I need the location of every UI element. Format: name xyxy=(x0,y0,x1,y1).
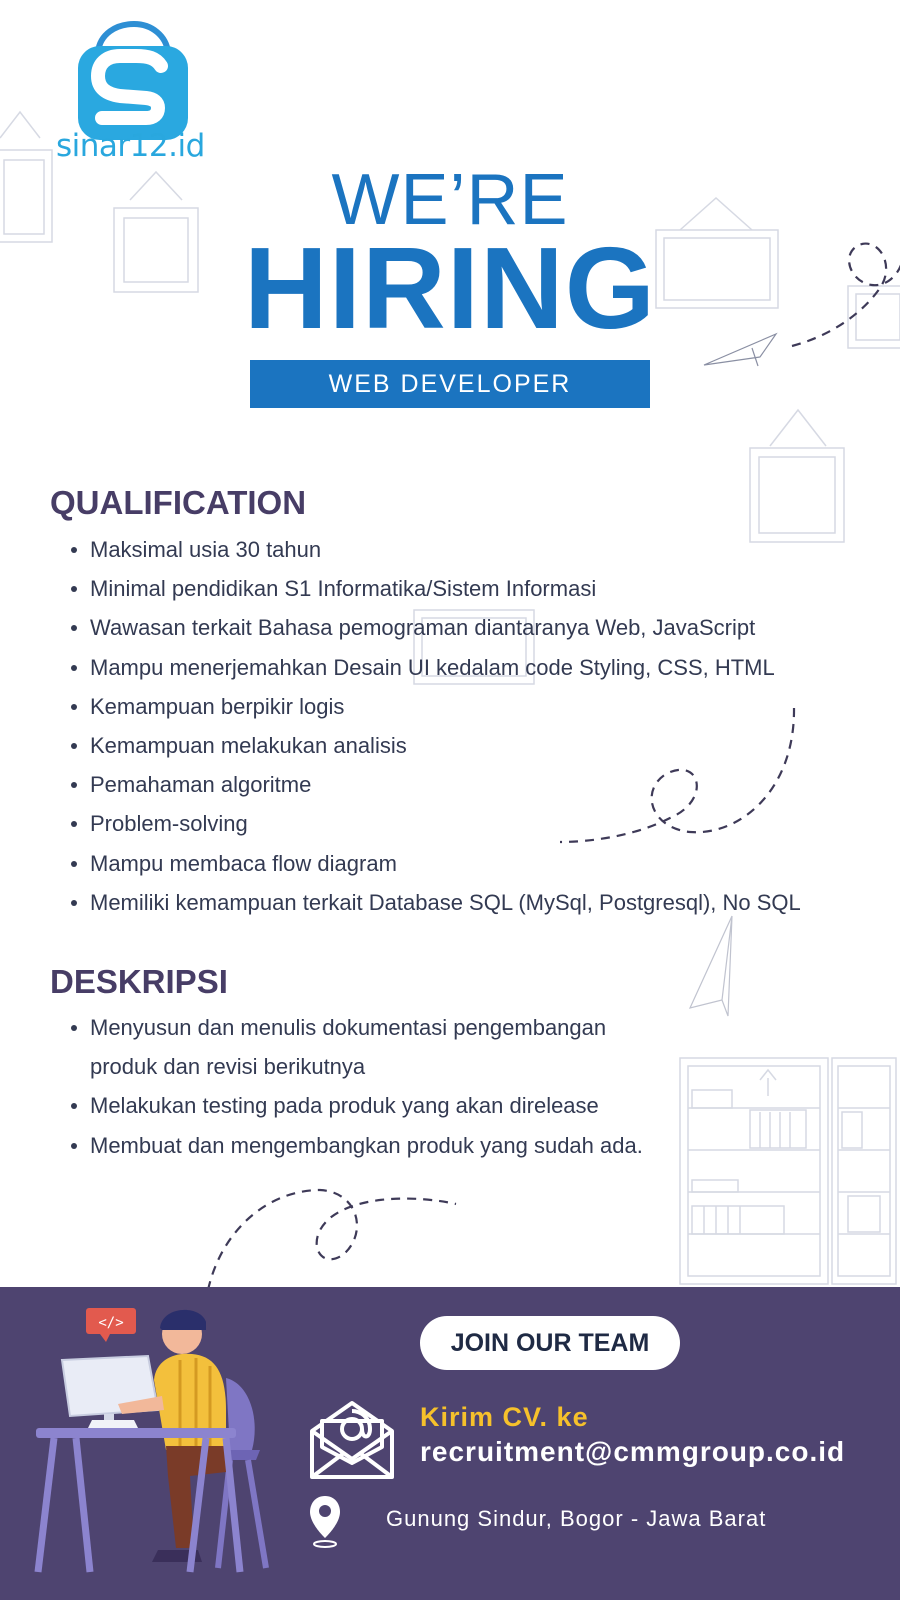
list-item: Melakukan testing pada produk yang akan direlease xyxy=(90,1086,660,1125)
list-item: Maksimal usia 30 tahun xyxy=(90,530,801,569)
list-item: Pemahaman algoritme xyxy=(90,765,801,804)
envelope-at-icon xyxy=(308,1397,396,1481)
deskripsi-list xyxy=(90,1008,660,1165)
list-item: Mampu menerjemahkan Desain UI kedalam code Styling, CSS, HTML xyxy=(90,648,801,687)
headline-were: WE’RE xyxy=(331,160,569,240)
developer-illustration xyxy=(30,1300,290,1580)
list-item: Membuat dan mengembangkan produk yang sudah ada. xyxy=(90,1126,660,1165)
list-item: Menyusun dan menulis dokumentasi pengembangan produk dan revisi berikutnya xyxy=(90,1008,660,1086)
logo-text: sinar12.id xyxy=(56,128,205,164)
deskripsi-title: DESKRIPSI xyxy=(50,963,228,1000)
list-item: Mampu membaca flow diagram xyxy=(90,844,801,883)
recruitment-email-link[interactable]: recruitment@cmmgroup.co.id xyxy=(420,1436,846,1467)
role-banner: WEB DEVELOPER xyxy=(250,360,650,408)
join-our-team-button[interactable]: JOIN OUR TEAM xyxy=(420,1316,680,1370)
headline-hiring: HIRING xyxy=(244,223,656,353)
map-pin-icon xyxy=(308,1494,342,1550)
list-item: Wawasan terkait Bahasa pemograman diantaranya Web, JavaScript xyxy=(90,608,801,647)
code-badge-text: </> xyxy=(98,1315,124,1331)
list-item: Kemampuan melakukan analisis xyxy=(90,726,801,765)
location-address: Gunung Sindur, Bogor - Jawa Barat xyxy=(386,1506,767,1531)
list-item: Kemampuan berpikir logis xyxy=(90,687,801,726)
list-item: Problem-solving xyxy=(90,804,801,843)
qualification-title: QUALIFICATION xyxy=(50,484,307,521)
list-item: Minimal pendidikan S1 Informatika/Sistem Informasi xyxy=(90,569,801,608)
list-item: Memiliki kemampuan terkait Database SQL (MySql, Postgresql), No SQL xyxy=(90,883,801,922)
send-cv-label: Kirim CV. ke xyxy=(420,1402,589,1432)
qualification-list xyxy=(90,530,801,922)
